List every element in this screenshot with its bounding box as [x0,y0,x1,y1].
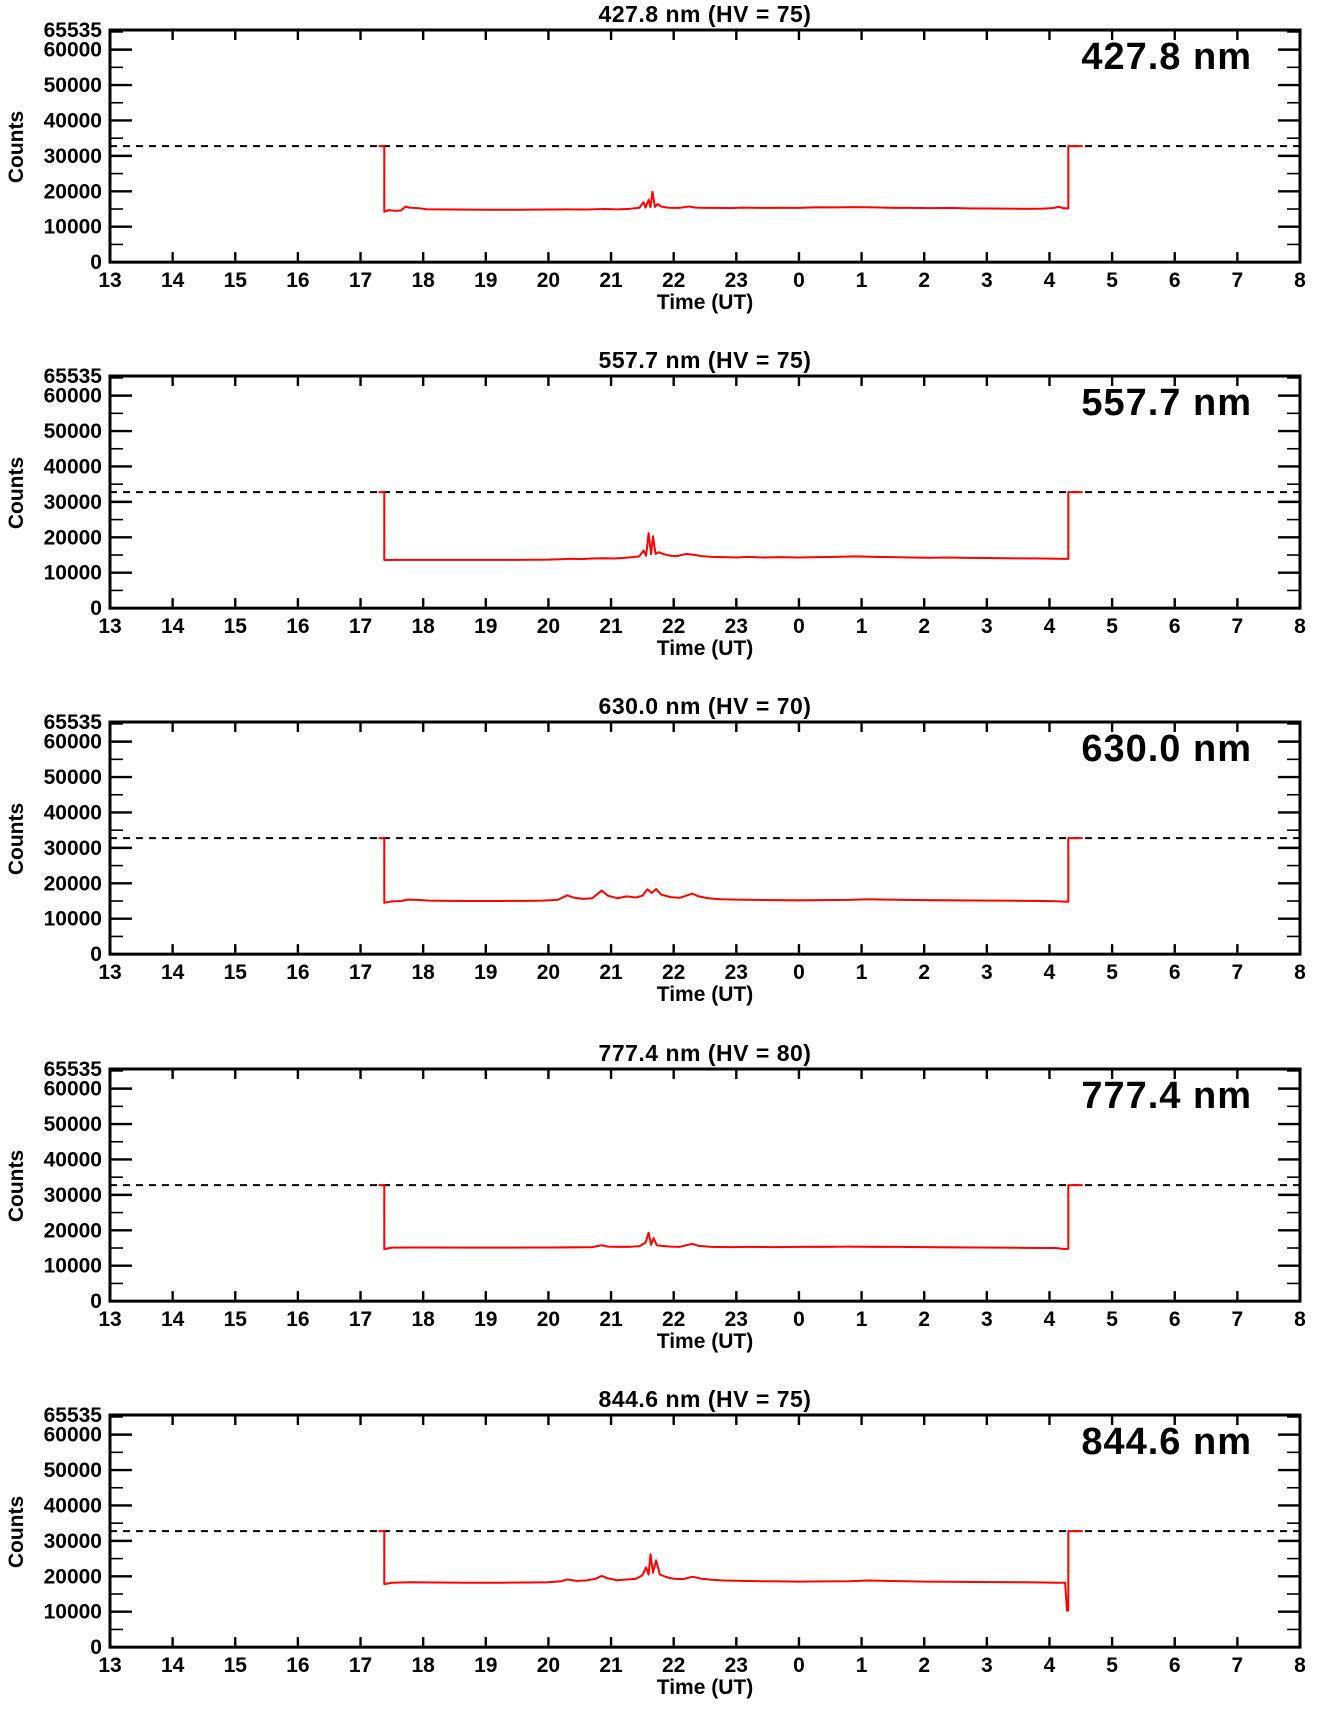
y-axis-label: Counts [5,1495,28,1568]
svg-text:5: 5 [1106,1653,1118,1677]
svg-text:40000: 40000 [43,109,102,133]
svg-text:7: 7 [1231,961,1244,985]
svg-text:2: 2 [918,1307,931,1331]
svg-text:2: 2 [918,1653,931,1677]
svg-text:50000: 50000 [43,1112,102,1136]
svg-text:10000: 10000 [43,561,102,585]
svg-text:30000: 30000 [43,491,102,515]
x-axis-label: Time (UT) [656,637,754,661]
svg-text:3: 3 [980,1653,993,1677]
svg-text:21: 21 [599,269,623,293]
svg-text:22: 22 [662,615,686,639]
svg-text:23: 23 [724,615,748,639]
svg-text:18: 18 [411,961,435,985]
svg-text:16: 16 [286,1653,310,1677]
chart-panel-777-4-nm [0,1039,1336,1385]
svg-text:5: 5 [1106,1307,1118,1331]
svg-text:14: 14 [160,1653,185,1677]
svg-text:1: 1 [855,1653,868,1677]
svg-text:60000: 60000 [43,38,102,62]
svg-text:15: 15 [223,1653,247,1677]
svg-text:0: 0 [90,1635,102,1659]
svg-text:5: 5 [1106,269,1118,293]
svg-text:3: 3 [980,269,993,293]
wavelength-label: 777.4 nm [1081,1074,1252,1117]
svg-text:0: 0 [90,597,102,621]
svg-text:22: 22 [662,1653,686,1677]
svg-text:60000: 60000 [43,384,102,408]
svg-text:30000: 30000 [43,1529,102,1553]
chart-title: 630.0 nm (HV = 70) [598,693,812,720]
svg-text:65535: 65535 [43,711,102,735]
x-axis-label: Time (UT) [656,1329,754,1353]
svg-text:19: 19 [474,1307,498,1331]
svg-text:4: 4 [1043,1307,1056,1331]
svg-text:13: 13 [98,269,122,293]
svg-text:21: 21 [599,1653,623,1677]
svg-text:6: 6 [1168,269,1181,293]
svg-text:0: 0 [90,943,102,967]
svg-text:0: 0 [793,615,805,639]
svg-text:6: 6 [1168,1307,1181,1331]
svg-text:20: 20 [536,269,561,293]
svg-text:14: 14 [160,961,185,985]
svg-text:22: 22 [662,961,686,985]
svg-text:7: 7 [1231,1307,1244,1331]
svg-text:7: 7 [1231,1653,1244,1677]
svg-text:30000: 30000 [43,1183,102,1207]
svg-text:65535: 65535 [43,1403,102,1427]
svg-text:0: 0 [793,961,805,985]
svg-text:7: 7 [1231,269,1244,293]
svg-text:15: 15 [223,615,247,639]
svg-text:14: 14 [160,1307,185,1331]
svg-text:16: 16 [286,1307,310,1331]
svg-text:19: 19 [474,1653,498,1677]
svg-text:15: 15 [223,1307,247,1331]
svg-text:15: 15 [223,269,247,293]
svg-text:17: 17 [348,1653,373,1677]
svg-text:19: 19 [474,615,498,639]
svg-text:2: 2 [918,961,931,985]
chart-title: 777.4 nm (HV = 80) [598,1039,812,1066]
svg-text:1: 1 [855,1307,868,1331]
svg-text:14: 14 [160,615,185,639]
y-axis-label: Counts [5,457,28,530]
svg-text:5: 5 [1106,961,1118,985]
y-axis-label: Counts [5,110,28,184]
svg-text:3: 3 [980,961,993,985]
svg-text:20: 20 [536,961,561,985]
svg-text:10000: 10000 [43,1254,102,1278]
svg-text:1: 1 [855,269,868,293]
svg-text:3: 3 [980,615,993,639]
svg-text:21: 21 [599,961,623,985]
svg-text:22: 22 [662,269,686,293]
svg-text:65535: 65535 [43,19,102,43]
svg-text:8: 8 [1294,1653,1306,1677]
svg-text:23: 23 [724,1307,748,1331]
svg-text:20000: 20000 [43,180,102,204]
wavelength-label: 844.6 nm [1081,1420,1252,1463]
svg-text:23: 23 [724,961,748,985]
svg-text:2: 2 [918,615,931,639]
svg-text:17: 17 [348,961,373,985]
svg-text:4: 4 [1043,961,1056,985]
svg-text:21: 21 [599,615,623,639]
svg-text:20: 20 [536,1653,561,1677]
chart-panel-844-6-nm [0,1385,1336,1731]
wavelength-label: 630.0 nm [1081,728,1252,771]
svg-text:5: 5 [1106,615,1118,639]
svg-text:17: 17 [348,1307,373,1331]
svg-text:0: 0 [793,1653,805,1677]
svg-text:19: 19 [474,269,498,293]
svg-text:60000: 60000 [43,1077,102,1101]
svg-text:6: 6 [1168,1653,1181,1677]
svg-text:40000: 40000 [43,455,102,479]
svg-text:40000: 40000 [43,1494,102,1518]
svg-text:8: 8 [1294,615,1306,639]
svg-text:65535: 65535 [43,1057,102,1081]
svg-text:13: 13 [98,615,122,639]
svg-text:23: 23 [724,1653,748,1677]
svg-text:0: 0 [90,1289,102,1313]
svg-text:10000: 10000 [43,1600,102,1624]
svg-text:18: 18 [411,615,435,639]
svg-text:0: 0 [90,251,102,275]
y-axis-label: Counts [5,803,28,876]
svg-text:1: 1 [855,961,868,985]
x-axis-label: Time (UT) [656,1675,754,1699]
svg-text:10000: 10000 [43,908,102,932]
chart-title: 557.7 nm (HV = 75) [598,347,812,374]
y-axis-label: Counts [5,1149,28,1222]
x-axis-label: Time (UT) [656,983,754,1007]
svg-text:18: 18 [411,1653,435,1677]
chart-title: 427.8 nm (HV = 75) [598,1,812,27]
svg-text:13: 13 [98,1653,122,1677]
svg-text:30000: 30000 [43,837,102,861]
svg-text:0: 0 [793,269,805,293]
svg-text:65535: 65535 [43,365,102,389]
svg-text:8: 8 [1294,1307,1306,1331]
x-axis-label: Time (UT) [656,291,754,314]
svg-text:15: 15 [223,961,247,985]
svg-text:20000: 20000 [43,872,102,896]
svg-text:60000: 60000 [43,730,102,755]
svg-text:20000: 20000 [43,1218,102,1242]
svg-text:60000: 60000 [43,1423,102,1447]
chart-panel-630-0-nm [0,692,1336,1038]
svg-text:13: 13 [98,961,122,985]
svg-text:19: 19 [474,961,498,985]
svg-text:8: 8 [1294,961,1306,985]
svg-text:17: 17 [348,269,373,293]
svg-text:22: 22 [662,1307,686,1331]
svg-text:4: 4 [1043,615,1056,639]
chart-panel-427-8-nm [0,0,1336,346]
svg-text:30000: 30000 [43,144,102,168]
svg-text:4: 4 [1043,1653,1056,1677]
svg-text:50000: 50000 [43,766,102,790]
svg-text:4: 4 [1043,269,1056,293]
svg-text:6: 6 [1168,961,1181,985]
svg-text:20: 20 [536,1307,561,1331]
svg-text:23: 23 [724,269,748,293]
svg-text:16: 16 [286,615,310,639]
svg-text:20: 20 [536,615,561,639]
svg-text:20000: 20000 [43,1565,102,1589]
svg-text:16: 16 [286,961,310,985]
svg-text:3: 3 [980,1307,993,1331]
svg-text:2: 2 [918,269,931,293]
svg-text:21: 21 [599,1307,623,1331]
svg-text:20000: 20000 [43,526,102,550]
svg-text:40000: 40000 [43,1148,102,1172]
svg-text:1: 1 [855,615,868,639]
svg-text:7: 7 [1231,615,1244,639]
wavelength-label: 557.7 nm [1081,382,1252,425]
chart-title: 844.6 nm (HV = 75) [598,1385,812,1412]
svg-text:17: 17 [348,615,373,639]
svg-text:0: 0 [793,1307,805,1331]
svg-text:10000: 10000 [43,215,102,239]
svg-text:14: 14 [160,269,185,293]
svg-text:16: 16 [286,269,310,293]
svg-text:8: 8 [1294,269,1306,293]
svg-text:50000: 50000 [43,420,102,444]
svg-text:40000: 40000 [43,801,102,825]
svg-text:50000: 50000 [43,74,102,98]
svg-text:18: 18 [411,1307,435,1331]
svg-text:18: 18 [411,269,435,293]
svg-text:50000: 50000 [43,1458,102,1482]
wavelength-label: 427.8 nm [1081,36,1252,78]
chart-panel-557-7-nm [0,346,1336,692]
svg-text:6: 6 [1168,615,1181,639]
svg-text:13: 13 [98,1307,122,1331]
